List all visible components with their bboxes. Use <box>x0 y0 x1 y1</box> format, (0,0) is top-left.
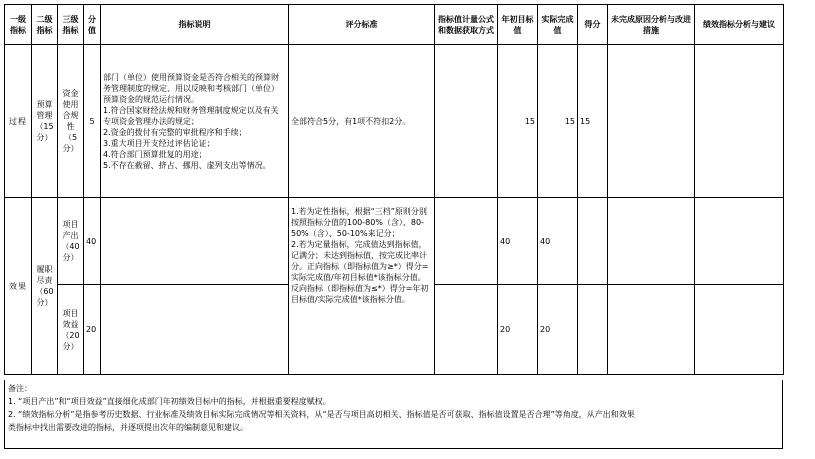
effect-output-level3: 项目产出（40分） <box>58 198 84 285</box>
notes-line-3: 类指标中找出需要改进的指标，并逐项提出次年的编制意见和建议。 <box>8 423 248 432</box>
process-level3: 资金使用合规性（5分） <box>58 45 84 198</box>
process-method <box>435 45 498 198</box>
header-target: 年初目标值 <box>498 5 538 45</box>
effect-output-analysis <box>608 198 695 285</box>
notes-section <box>4 380 783 449</box>
effect-benefit-score: 20 <box>84 285 101 375</box>
effect-benefit-suggest <box>695 285 784 375</box>
process-actual: 15 <box>538 45 578 198</box>
effect-level1: 效果 <box>5 198 32 375</box>
effect-output-score: 40 <box>84 198 101 285</box>
process-analysis <box>608 45 695 198</box>
process-suggest <box>695 45 784 198</box>
notes-title: 备注： <box>8 384 32 393</box>
effect-benefit-method <box>435 285 498 375</box>
performance-evaluation-sheet <box>4 4 811 449</box>
header-row <box>5 5 784 45</box>
header-level3: 三级指标 <box>58 5 84 45</box>
process-got: 15 <box>578 45 608 198</box>
effect-output-method <box>435 198 498 285</box>
header-score: 分值 <box>84 5 101 45</box>
effect-row-output <box>5 198 784 285</box>
effect-benefit-got <box>578 285 608 375</box>
effect-output-description <box>101 198 289 285</box>
effect-level2: 履职尽责（60分） <box>32 198 58 375</box>
header-analysis: 未完成原因分析与改进措施 <box>608 5 695 45</box>
header-level1: 一级指标 <box>5 5 32 45</box>
effect-output-target: 40 <box>498 198 538 285</box>
header-criteria: 评分标准 <box>289 5 435 45</box>
header-method: 指标值计量公式和数据获取方式 <box>435 5 498 45</box>
process-row <box>5 45 784 198</box>
process-score: 5 <box>84 45 101 198</box>
effect-benefit-target: 20 <box>498 285 538 375</box>
header-actual: 实际完成值 <box>538 5 578 45</box>
effect-benefit-analysis <box>608 285 695 375</box>
effect-output-got <box>578 198 608 285</box>
header-description: 指标说明 <box>101 5 289 45</box>
process-target: 15 <box>498 45 538 198</box>
process-description: 部门（单位）使用预算资金是否符合相关的预算财务管理制度的规定、用以反映和考核部门（单位）预算资金的规范运行情况。 1.符合国家财经法规和财务管理制度规定以及有关专项资金管理办法的规定； 2.资金的拨付有完整的审批程序和手续； 3.重大项目开支经过评估论证； 4.符合部门预算批复的用途； 5.不存在截留、挤占、挪用、虚列支出等情况。 <box>101 45 289 198</box>
effect-benefit-actual: 20 <box>538 285 578 375</box>
process-level2: 预算管理（15分） <box>32 45 58 198</box>
process-level1: 过程 <box>5 45 32 198</box>
process-criteria: 全部符合5分，有1项不符扣2分。 <box>289 45 435 198</box>
notes-line-2: 2. “绩效指标分析”是指参考历史数据、行业标准及绩效目标实际完成情况等相关资料，从“是否与项目高切相关、指标值是否可获取、指标值设置是否合理”等角度，从产出和效果 <box>8 410 635 419</box>
header-got: 得分 <box>578 5 608 45</box>
evaluation-table <box>4 4 784 375</box>
effect-benefit-level3: 项目效益（20分） <box>58 285 84 375</box>
effect-output-suggest <box>695 198 784 285</box>
effect-benefit-description <box>101 285 289 375</box>
notes-line-1: 1. “项目产出”和“项目效益”直接细化成部门年初绩效目标中的指标，并根据重要程度赋权。 <box>8 397 331 406</box>
header-suggest: 绩效指标分析与建议 <box>695 5 784 45</box>
effect-criteria: 1.若为定性指标，根据“三档”原则分别按照指标分值的100-80%（含）、80-50%（含）、50-10%来记分； 2.若为定量指标，完成值达到指标值，记满分；未达到指标值，按完成比率计分。正向指标（即指标值为≥*）得分=实际完成值/年初目标值*该指标分值。反向指标（即指标值为≤*）得分=年初目标值/实际完成值*该指标分值。 <box>289 198 435 375</box>
effect-output-actual: 40 <box>538 198 578 285</box>
header-level2: 二级指标 <box>32 5 58 45</box>
